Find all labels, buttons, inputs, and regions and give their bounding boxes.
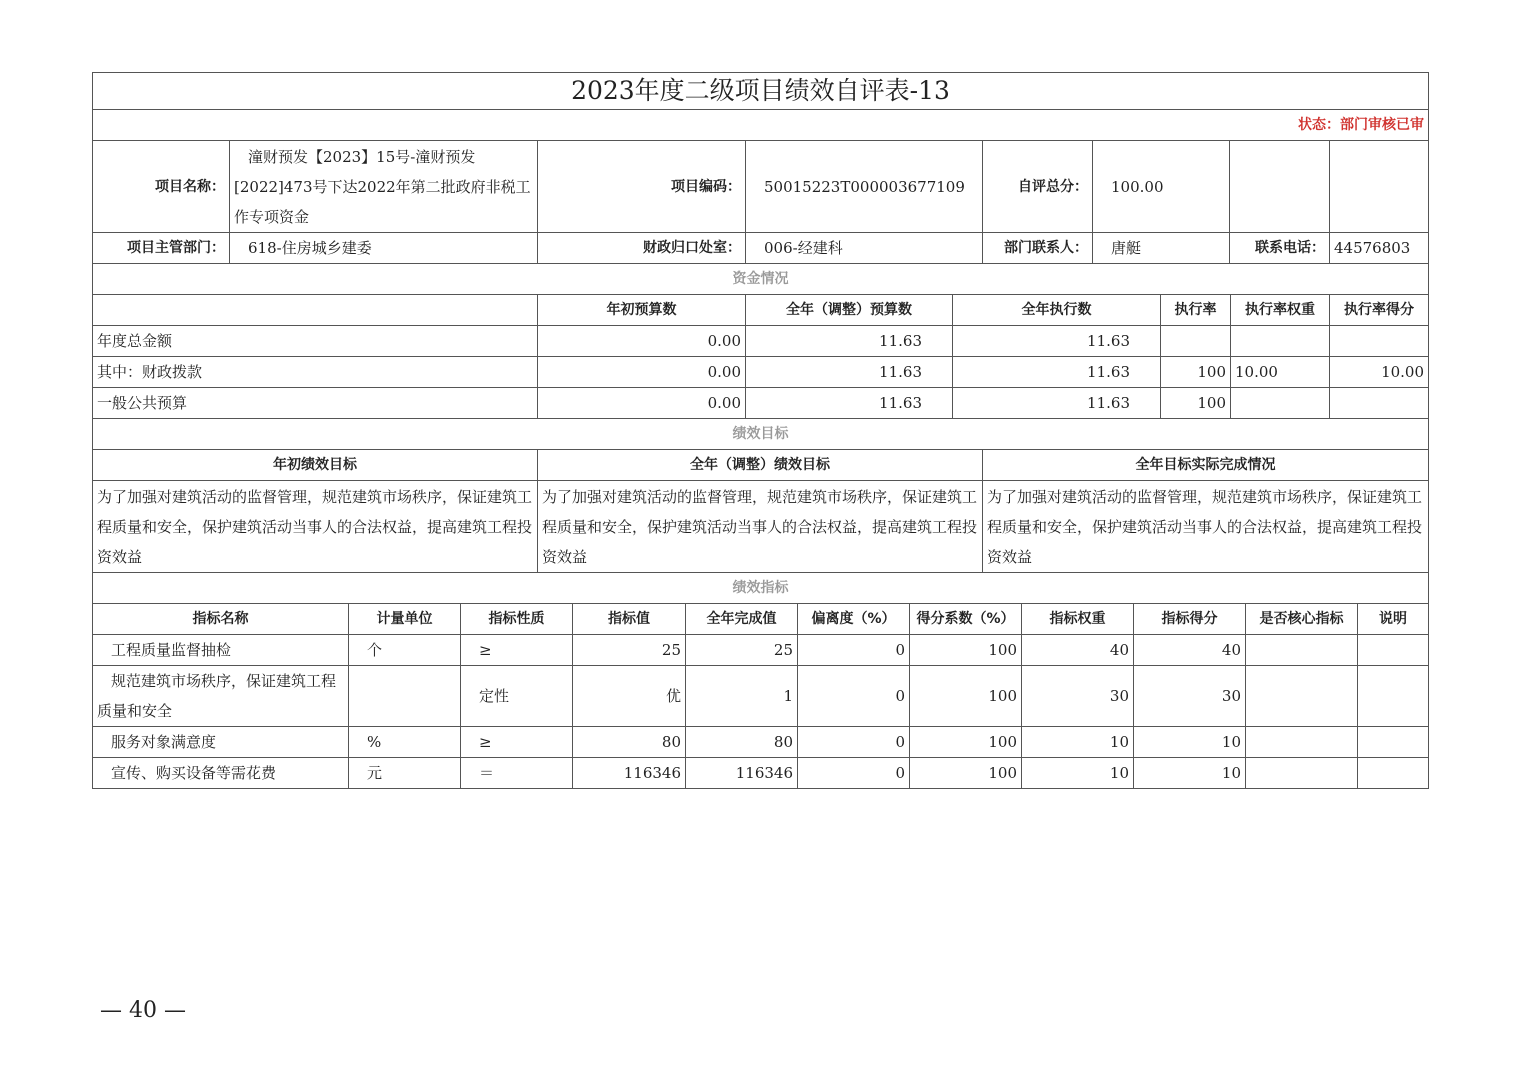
- indicator-core: [1246, 666, 1358, 727]
- indicator-name: 服务对象满意度: [93, 727, 349, 758]
- goal-text: 为了加强对建筑活动的监督管理，规范建筑市场秩序，保证建筑工程质量和安全，保护建筑活动当事人的合法权益，提高建筑工程投资效益: [538, 481, 983, 573]
- project-name-label: 项目名称：: [93, 141, 230, 233]
- fund-name: 其中：财政拨款: [93, 357, 538, 388]
- indicator-done: 25: [686, 635, 798, 666]
- fund-adjusted: 11.63: [746, 326, 953, 357]
- indicator-deviation: 0: [798, 666, 910, 727]
- fund-score: [1330, 388, 1429, 419]
- funds-header: 全年（调整）预算数: [746, 295, 953, 326]
- table-row: [93, 635, 1429, 666]
- fund-rate: [1161, 326, 1231, 357]
- page-number: — 40 —: [100, 998, 186, 1023]
- indicator-value: 80: [573, 727, 686, 758]
- goals-section-title: 绩效目标: [93, 419, 1429, 450]
- indicator-header: 得分系数（%）: [910, 604, 1022, 635]
- indicator-value: 25: [573, 635, 686, 666]
- empty-cell: [1230, 141, 1330, 233]
- fund-rate: 100: [1161, 388, 1231, 419]
- indicator-weight: 10: [1022, 758, 1134, 789]
- indicator-deviation: 0: [798, 758, 910, 789]
- indicator-core: [1246, 727, 1358, 758]
- fund-initial: 0.00: [538, 357, 746, 388]
- fund-initial: 0.00: [538, 388, 746, 419]
- project-name: 潼财预发【2023】15号-潼财预发[2022]473号下达2022年第二批政府非税工作专项资金: [230, 141, 538, 233]
- fund-weight: [1231, 388, 1330, 419]
- status-badge: 状态：部门审核已审: [93, 110, 1429, 141]
- indicator-unit: [349, 666, 461, 727]
- indicator-note: [1358, 758, 1429, 789]
- fund-name: 一般公共预算: [93, 388, 538, 419]
- indicator-header: 指标名称: [93, 604, 349, 635]
- indicator-core: [1246, 758, 1358, 789]
- finance-label: 财政归口处室：: [538, 233, 746, 264]
- dept-label: 项目主管部门：: [93, 233, 230, 264]
- finance-office: 006-经建科: [746, 233, 983, 264]
- total-score: 100.00: [1093, 141, 1230, 233]
- indicator-coefficient: 100: [910, 635, 1022, 666]
- goals-table: [92, 418, 1429, 573]
- indicator-done: 1: [686, 666, 798, 727]
- funds-header: 全年执行数: [953, 295, 1161, 326]
- goal-text: 为了加强对建筑活动的监督管理，规范建筑市场秩序，保证建筑工程质量和安全，保护建筑活动当事人的合法权益，提高建筑工程投资效益: [983, 481, 1429, 573]
- fund-executed: 11.63: [953, 326, 1161, 357]
- table-row: [93, 388, 1429, 419]
- fund-score: [1330, 326, 1429, 357]
- indicator-score: 40: [1134, 635, 1246, 666]
- fund-name: 年度总金额: [93, 326, 538, 357]
- project-code: 50015223T000003677109: [746, 141, 983, 233]
- header-table: [92, 72, 1429, 264]
- funds-header: 执行率权重: [1231, 295, 1330, 326]
- indicator-value: 优: [573, 666, 686, 727]
- indicator-nature: ≥: [461, 635, 573, 666]
- score-label: 自评总分：: [983, 141, 1093, 233]
- fund-rate: 100: [1161, 357, 1231, 388]
- indicator-header: 指标性质: [461, 604, 573, 635]
- goals-header: 全年（调整）绩效目标: [538, 450, 983, 481]
- indicator-header: 是否核心指标: [1246, 604, 1358, 635]
- fund-score: 10.00: [1330, 357, 1429, 388]
- table-row: [93, 727, 1429, 758]
- funds-header: 执行率得分: [1330, 295, 1429, 326]
- goals-header: 全年目标实际完成情况: [983, 450, 1429, 481]
- indicator-nature: ≥: [461, 727, 573, 758]
- goals-header: 年初绩效目标: [93, 450, 538, 481]
- empty-cell: [1330, 141, 1429, 233]
- indicator-nature: 定性: [461, 666, 573, 727]
- indicator-coefficient: 100: [910, 727, 1022, 758]
- phone-label: 联系电话：: [1230, 233, 1330, 264]
- goal-text: 为了加强对建筑活动的监督管理，规范建筑市场秩序，保证建筑工程质量和安全，保护建筑活动当事人的合法权益，提高建筑工程投资效益: [93, 481, 538, 573]
- phone: 44576803: [1330, 233, 1429, 264]
- indicator-score: 30: [1134, 666, 1246, 727]
- table-row: [93, 357, 1429, 388]
- indicator-weight: 40: [1022, 635, 1134, 666]
- indicator-name: 工程质量监督抽检: [93, 635, 349, 666]
- indicator-header: 说明: [1358, 604, 1429, 635]
- indicator-header: 指标值: [573, 604, 686, 635]
- fund-executed: 11.63: [953, 357, 1161, 388]
- indicator-weight: 10: [1022, 727, 1134, 758]
- fund-weight: 10.00: [1231, 357, 1330, 388]
- funds-header: 执行率: [1161, 295, 1231, 326]
- indicator-done: 80: [686, 727, 798, 758]
- contact: 唐艇: [1093, 233, 1230, 264]
- indicator-nature: ＝: [461, 758, 573, 789]
- table-row: [93, 758, 1429, 789]
- fund-adjusted: 11.63: [746, 388, 953, 419]
- indicator-header: 偏离度（%）: [798, 604, 910, 635]
- indicator-unit: 元: [349, 758, 461, 789]
- fund-adjusted: 11.63: [746, 357, 953, 388]
- indicator-note: [1358, 727, 1429, 758]
- indicator-deviation: 0: [798, 635, 910, 666]
- indicators-section-title: 绩效指标: [93, 573, 1429, 604]
- indicator-unit: 个: [349, 635, 461, 666]
- indicator-value: 116346: [573, 758, 686, 789]
- indicator-header: 指标得分: [1134, 604, 1246, 635]
- funds-header: 年初预算数: [538, 295, 746, 326]
- indicator-note: [1358, 635, 1429, 666]
- indicator-score: 10: [1134, 758, 1246, 789]
- indicator-header: 指标权重: [1022, 604, 1134, 635]
- fund-executed: 11.63: [953, 388, 1161, 419]
- indicator-name: 规范建筑市场秩序，保证建筑工程质量和安全: [93, 666, 349, 727]
- evaluation-sheet: [92, 72, 1428, 789]
- table-row: [93, 326, 1429, 357]
- indicator-unit: %: [349, 727, 461, 758]
- contact-label: 部门联系人：: [983, 233, 1093, 264]
- funds-header-blank: [93, 295, 538, 326]
- indicator-name: 宣传、购买设备等需花费: [93, 758, 349, 789]
- fund-weight: [1231, 326, 1330, 357]
- indicator-coefficient: 100: [910, 758, 1022, 789]
- indicator-coefficient: 100: [910, 666, 1022, 727]
- funds-section-title: 资金情况: [93, 264, 1429, 295]
- indicator-weight: 30: [1022, 666, 1134, 727]
- project-code-label: 项目编码：: [538, 141, 746, 233]
- indicator-note: [1358, 666, 1429, 727]
- table-row: [93, 666, 1429, 727]
- funds-table: [92, 263, 1429, 419]
- indicator-core: [1246, 635, 1358, 666]
- indicator-header: 计量单位: [349, 604, 461, 635]
- indicators-table: [92, 572, 1429, 789]
- indicator-done: 116346: [686, 758, 798, 789]
- dept: 618-住房城乡建委: [230, 233, 538, 264]
- indicator-header: 全年完成值: [686, 604, 798, 635]
- indicator-deviation: 0: [798, 727, 910, 758]
- indicator-score: 10: [1134, 727, 1246, 758]
- page-title: 2023年度二级项目绩效自评表-13: [93, 73, 1429, 110]
- fund-initial: 0.00: [538, 326, 746, 357]
